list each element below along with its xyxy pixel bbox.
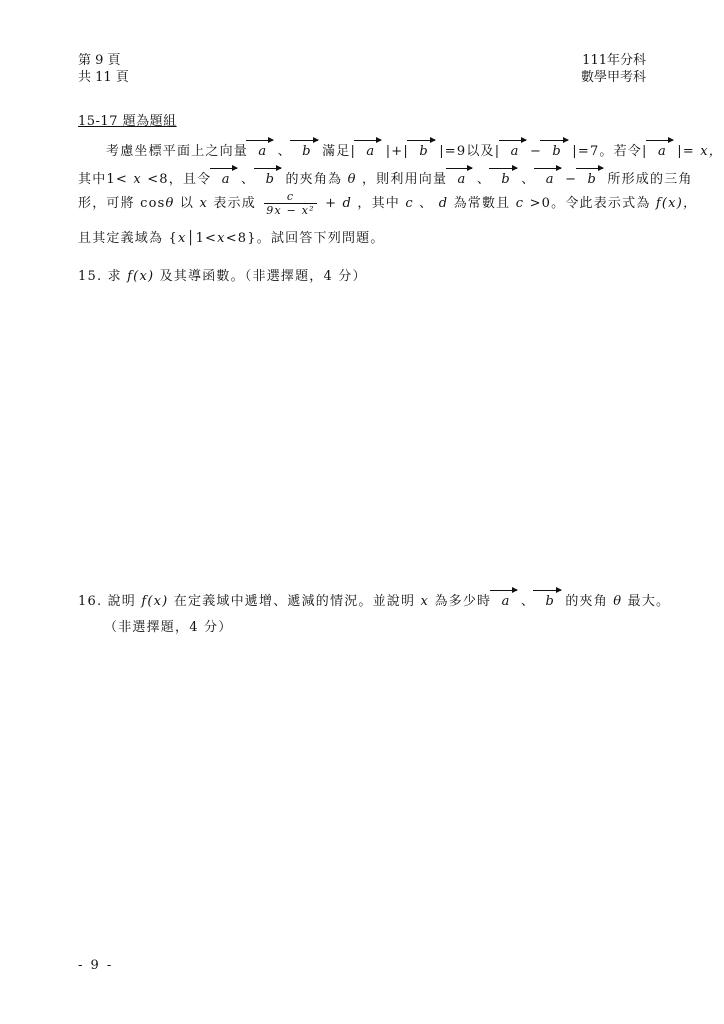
text: 、 — [277, 144, 292, 159]
text: 以 — [179, 196, 195, 211]
text: 形，可將 cos — [78, 196, 166, 211]
text: 、 — [521, 172, 536, 187]
question-16 — [78, 590, 670, 609]
variable-x: x — [217, 231, 226, 246]
function-f: f(x) — [127, 269, 155, 284]
text: 及其導函數。（非選擇題，4 分） — [159, 269, 367, 284]
text: |= — [677, 144, 695, 159]
fraction — [264, 190, 316, 217]
variable-x: x — [199, 196, 208, 211]
variable-theta: θ — [165, 196, 175, 211]
vector-a: a — [507, 144, 524, 159]
vector-b: b — [548, 144, 566, 159]
vector-a: a — [218, 172, 235, 187]
function-f: f(x) — [141, 594, 169, 609]
variable-x: x — [178, 231, 187, 246]
vector-b: b — [415, 144, 433, 159]
text: ，則利用向量 — [361, 172, 448, 187]
vector-a: a — [654, 144, 671, 159]
text: 最大。 — [627, 594, 671, 609]
question-15 — [78, 265, 367, 284]
vector-a: a — [362, 144, 379, 159]
text: |=9以及| — [439, 144, 501, 159]
text: │1< — [186, 231, 218, 246]
vector-a: a — [254, 144, 271, 159]
text: |=7。若令| — [572, 144, 648, 159]
vector-b: b — [584, 172, 602, 187]
text: 且其定義域為 { — [78, 231, 179, 246]
text: 滿足| — [322, 144, 357, 159]
vector-a: a — [498, 594, 515, 609]
text: + — [325, 196, 338, 211]
text: x， — [700, 144, 723, 159]
text: <8，且令 — [147, 172, 212, 187]
total-pages-label: 共 11 頁 — [78, 70, 129, 85]
text: 表示成 — [213, 196, 256, 211]
text: 考慮坐標平面上之向量 — [106, 144, 249, 159]
vector-b: b — [497, 172, 515, 187]
text: 在定義域中遞增、遞減的情況。並說明 — [173, 594, 416, 609]
vector-b: b — [298, 144, 316, 159]
text: 的夾角 — [565, 594, 608, 609]
variable-d: d — [438, 196, 449, 211]
statement-line-2 — [78, 168, 693, 187]
statement-line-1 — [106, 140, 723, 159]
text: 、 — [419, 196, 434, 211]
text: 16. 說明 — [78, 594, 137, 609]
function-f: f(x)， — [655, 196, 698, 211]
variable-x: x — [420, 594, 430, 609]
variable-c: c — [515, 196, 525, 211]
text: |+| — [385, 144, 409, 159]
vector-a: a — [542, 172, 559, 187]
question-group-title: 15-17 題為題組 — [78, 114, 177, 129]
exam-year: 111年分科 — [582, 53, 646, 68]
variable-x: x — [133, 172, 142, 187]
text: 所形成的三角 — [607, 172, 693, 187]
variable-theta: θ — [613, 594, 623, 609]
statement-line-4 — [78, 227, 385, 246]
page-header — [78, 52, 646, 88]
text: <8}。試回答下列問題。 — [225, 231, 385, 246]
fraction-denominator: 9x − x² — [266, 204, 315, 217]
variable-theta: θ — [347, 172, 357, 187]
text: 15. 求 — [78, 269, 122, 284]
text: 、 — [241, 172, 256, 187]
fraction-numerator: c — [286, 190, 295, 203]
text: 的夾角為 — [285, 172, 343, 187]
text: >0。令此表示式為 — [529, 196, 651, 211]
text: ，其中 — [357, 196, 400, 211]
text: 、 — [520, 594, 536, 609]
page-number: - 9 - — [78, 958, 114, 973]
variable-c: c — [405, 196, 414, 211]
text: − — [529, 144, 543, 159]
vector-b: b — [541, 594, 559, 609]
question-16-type: （非選擇題，4 分） — [104, 620, 233, 635]
text: − — [565, 172, 578, 187]
page-label: 第 9 頁 — [78, 53, 121, 68]
text: 其中1< — [78, 172, 128, 187]
vector-b: b — [262, 172, 280, 187]
text: 為多少時 — [434, 594, 492, 609]
text: 、 — [476, 172, 492, 187]
statement-line-3 — [78, 190, 697, 217]
exam-subject: 數學甲考科 — [580, 70, 646, 85]
text: 為常數且 — [453, 196, 511, 211]
vector-a: a — [454, 172, 471, 187]
variable-d: d — [342, 196, 353, 211]
